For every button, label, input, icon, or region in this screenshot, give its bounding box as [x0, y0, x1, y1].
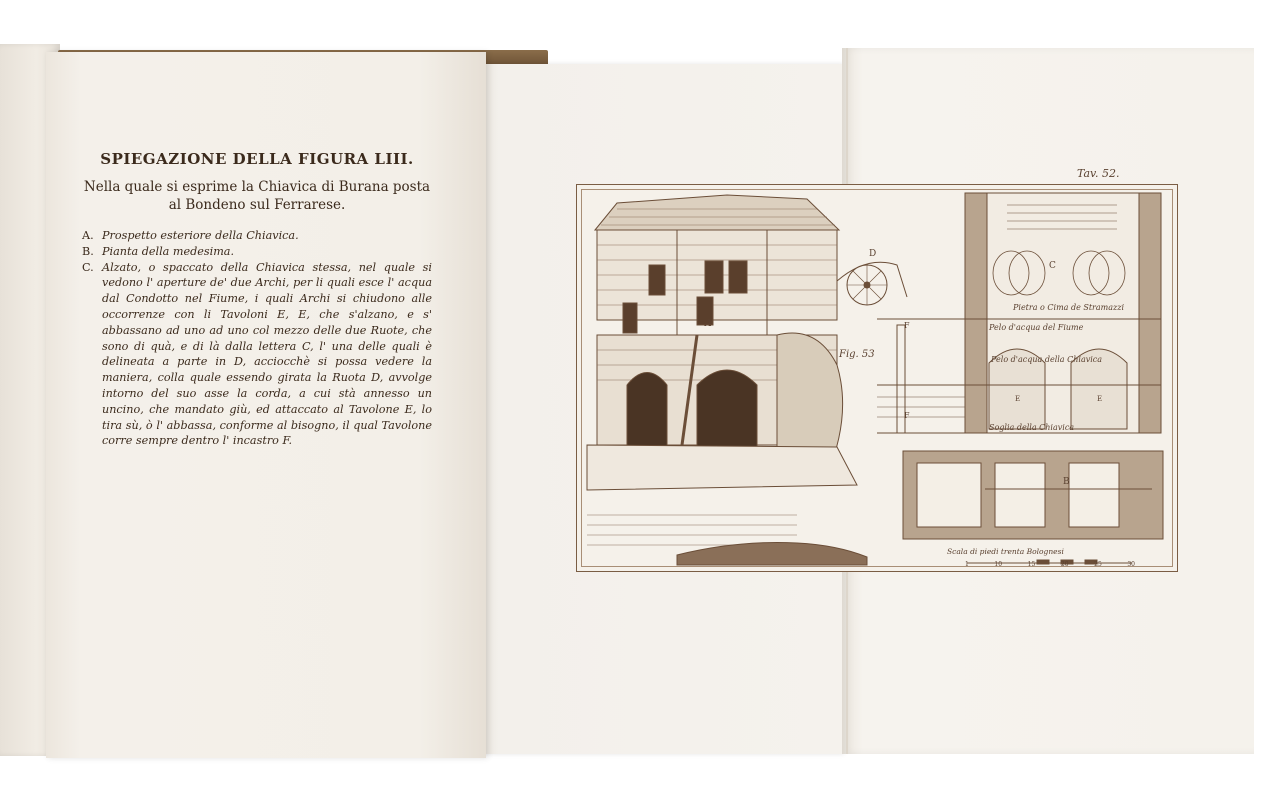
- label-d: D: [869, 249, 877, 259]
- plate-engraving: [577, 185, 1177, 571]
- legend-key: A.: [82, 229, 94, 242]
- label-e-right: E: [1097, 395, 1103, 403]
- scale-tick: 30: [1127, 561, 1135, 568]
- scale-tick: 25: [1094, 561, 1102, 568]
- scale-tick: 10: [994, 561, 1003, 568]
- engraved-plate: [576, 167, 1178, 572]
- elevation-drawing: [587, 195, 867, 565]
- label-e-left: E: [1015, 395, 1021, 403]
- label-soglia: Soglia della Chiavica: [989, 423, 1075, 432]
- legend-item: [82, 260, 432, 450]
- label-pelo-fiume: Pelo d'acqua del Fiume: [989, 323, 1084, 332]
- legend-desc: Pianta della medesima.: [102, 244, 235, 258]
- page-subtitle: Nella quale si esprime la Chiavica di Burana posta al Bondeno sul Ferrarese.: [83, 179, 431, 213]
- label-f-bottom: F: [904, 411, 910, 420]
- label-c: C: [1049, 261, 1056, 271]
- page-title: SPIEGAZIONE DELLA FIGURA LIII.: [100, 150, 414, 168]
- legend-list: [82, 228, 432, 449]
- scale-caption: Scala di piedi trenta Bolognesi: [947, 547, 1064, 556]
- plan-b-drawing: [903, 451, 1163, 539]
- label-pelo-chiavica: Pelo d'acqua della Chiavica: [991, 355, 1103, 364]
- legend-item: [82, 244, 432, 260]
- wheel-d-drawing: [837, 262, 907, 305]
- scale-tick: 15: [1027, 561, 1036, 568]
- figure-label: Fig. 53: [839, 349, 875, 360]
- label-pietra: Pietra o Cima de Stramazzi: [1013, 303, 1124, 312]
- scale-tick: 1: [965, 561, 969, 568]
- scale-tick: 20: [1060, 561, 1069, 568]
- label-a: A: [705, 319, 712, 329]
- explanation-text: [82, 150, 432, 449]
- legend-desc: Prospetto esteriore della Chiavica.: [102, 229, 299, 242]
- legend-item: [82, 228, 432, 244]
- legend-key: B.: [82, 244, 94, 258]
- label-f-top: F: [904, 321, 910, 330]
- legend-key: C.: [82, 260, 94, 274]
- plate-number: Tav. 52.: [1077, 167, 1120, 180]
- label-b: B: [1063, 477, 1070, 487]
- scale-ticks: [965, 561, 1135, 568]
- legend-desc: Alzato, o spaccato della Chiavica stessa, nel quale si vedono l' aperture de' due Archi, per li quali esce l' acqua dal Condotto nel Fiume, i quali Archi si chiudono alle occorrenze con li Tavoloni E, E, che s'alzano, e s' abbassano ad uno ad uno col mezzo delle due Ruote, che sono di quà, e di là dalla lettera C, l' una delle quali è delineata a parte in D, acciocchè si possa vedere la maniera, colla quale essendo girata la Ruota D, avvolge intorno del suo asse la corda, a cui stà annesso un uncino, che mandato giù, ed attaccato al Tavolone E, lo tira sù, ò l' abbassa, conforme al bisogno, il qual Tavolone corre sempre dentro l' incastro F.: [102, 260, 432, 448]
